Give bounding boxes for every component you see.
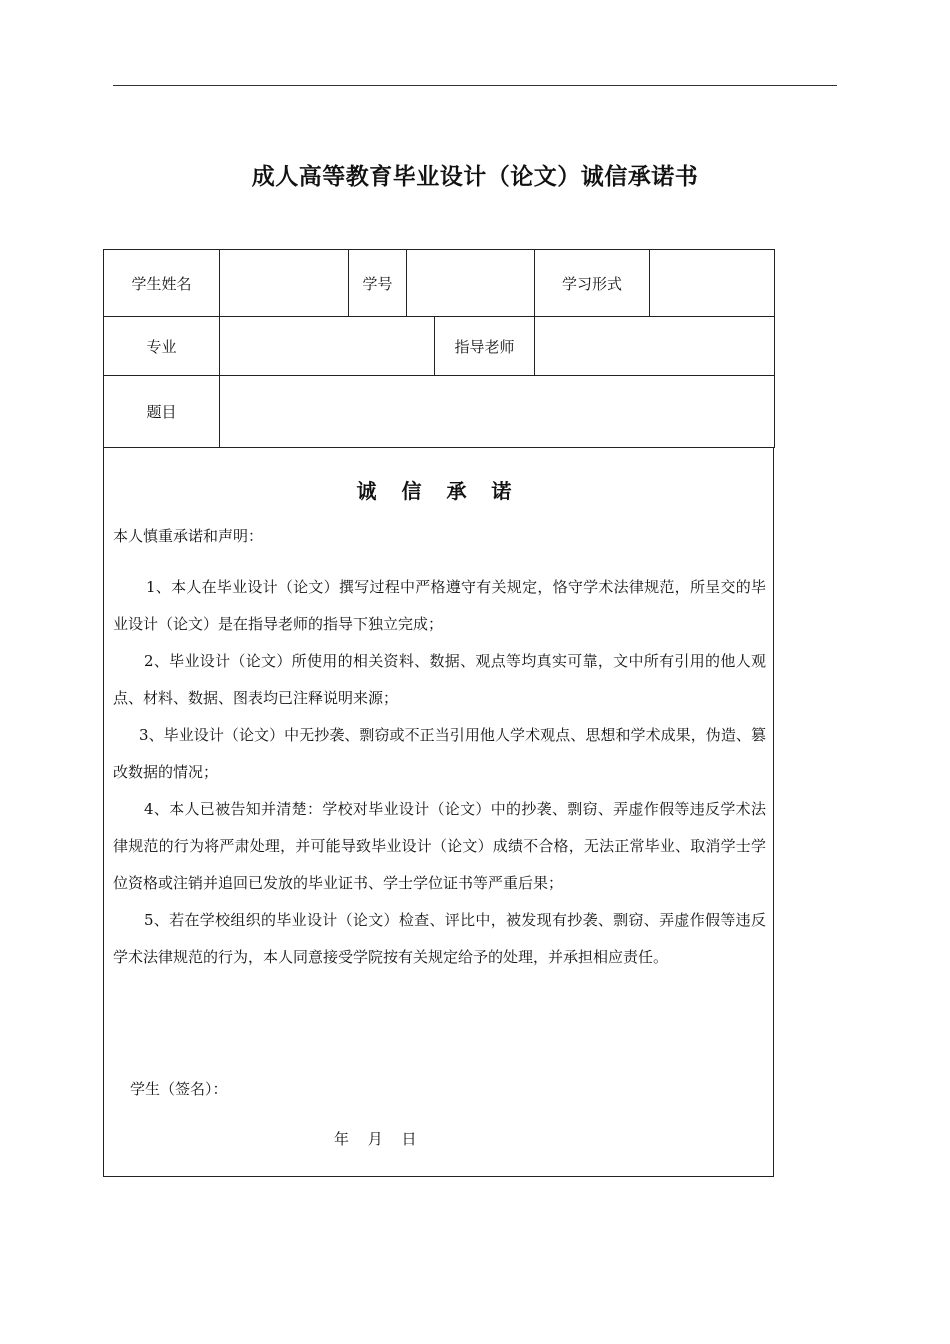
date-line: 年 月 日	[334, 1130, 417, 1148]
student-id-field[interactable]	[407, 250, 535, 317]
study-form-field[interactable]	[650, 250, 775, 317]
pledge-item-3: 3、毕业设计（论文）中无抄袭、剽窃或不正当引用他人学术观点、思想和学术成果，伪造、篡改数据的情况；	[113, 726, 766, 781]
major-field[interactable]	[220, 317, 435, 376]
header-rule	[113, 85, 837, 86]
pledge-item-2: 2、毕业设计（论文）所使用的相关资料、数据、观点等均真实可靠，文中所有引用的他人观点、材料、数据、图表均已注释说明来源；	[113, 652, 766, 707]
pledge-item-5: 5、若在学校组织的毕业设计（论文）检查、评比中，被发现有抄袭、剽窃、弄虚作假等违反学术法律规范的行为，本人同意接受学院按有关规定给予的处理，并承担相应责任。	[113, 911, 766, 966]
table-row	[104, 317, 775, 376]
study-form-label: 学习形式	[535, 250, 650, 317]
topic-label: 题目	[104, 376, 220, 448]
pledge-intro: 本人慎重承诺和声明：	[113, 527, 264, 545]
document-title: 成人高等教育毕业设计（论文）诚信承诺书	[251, 164, 699, 190]
pledge-item-4: 4、本人已被告知并清楚：学校对毕业设计（论文）中的抄袭、剽窃、弄虚作假等违反学术法律规范的行为将严肃处理，并可能导致毕业设计（论文）成绩不合格，无法正常毕业、取消学士学位资格或注销并追回已发放的毕业证书、学士学位证书等严重后果；	[113, 800, 766, 892]
topic-field[interactable]	[220, 376, 775, 448]
advisor-label: 指导老师	[435, 317, 535, 376]
major-label: 专业	[104, 317, 220, 376]
pledge-heading: 诚 信 承 诺	[356, 479, 521, 503]
table-row	[104, 250, 775, 317]
student-id-label: 学号	[349, 250, 407, 317]
table-row	[104, 376, 775, 448]
student-info-table	[103, 249, 775, 448]
pledge-items	[113, 569, 766, 976]
advisor-field[interactable]	[535, 317, 775, 376]
signature-label: 学生（签名）：	[130, 1080, 228, 1098]
pledge-section	[103, 447, 774, 1177]
student-name-label: 学生姓名	[104, 250, 220, 317]
student-name-field[interactable]	[220, 250, 349, 317]
pledge-item-1: 1、本人在毕业设计（论文）撰写过程中严格遵守有关规定，恪守学术法律规范，所呈交的毕业设计（论文）是在指导老师的指导下独立完成；	[113, 578, 766, 633]
